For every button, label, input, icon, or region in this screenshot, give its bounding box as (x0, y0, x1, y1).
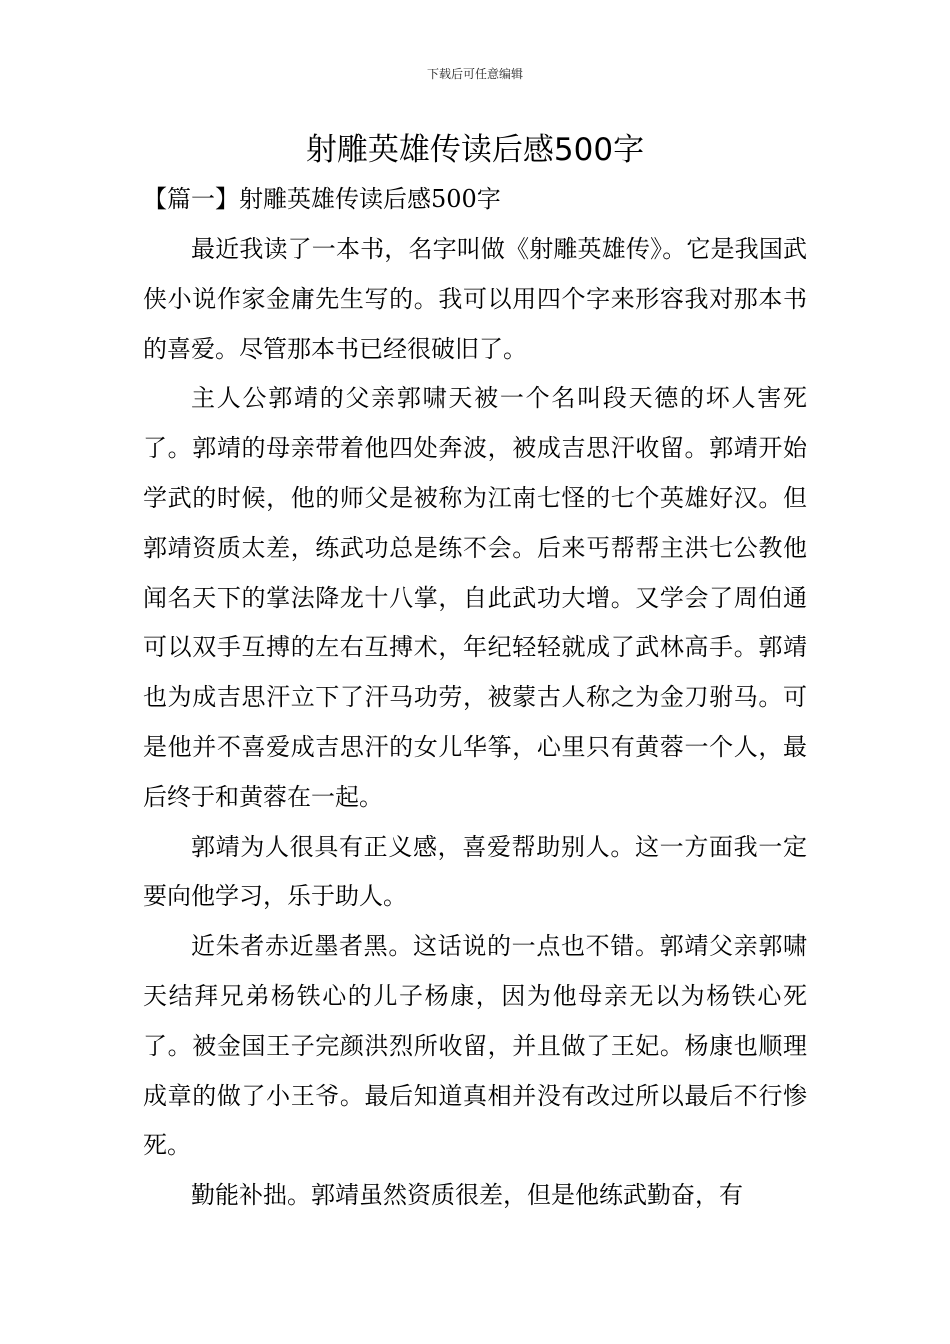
page-title: 射雕英雄传读后感500字 (305, 132, 645, 168)
paragraph: 郭靖为人很具有正义感，喜爱帮助别人。这一方面我一定要向他学习，乐于助人。 (143, 832, 807, 911)
header-note: 下载后可任意编辑 (426, 67, 523, 81)
paragraph: 最近我读了一本书，名字叫做《射雕英雄传》。它是我国武侠小说作家金庸先生写的。我可以用四个字来形容我对那本书的喜爱。尽管那本书已经很破旧了。 (143, 235, 807, 363)
paragraph: 勤能补拙。郭靖虽然资质很差，但是他练武勤奋，有 (191, 1181, 743, 1210)
paragraph: 近朱者赤近墨者黑。这话说的一点也不错。郭靖父亲郭啸天结拜兄弟杨铁心的儿子杨康，因为他母亲无以为杨铁心死了。被金国王子完颜洪烈所收留，并且做了王妃。杨康也顺理成章的做了小王爷。最后知道真相并没有改过所以最后不行惨死。 (143, 932, 807, 1160)
section-heading: 【篇一】射雕英雄传读后感500字 (143, 185, 501, 213)
paragraph: 主人公郭靖的父亲郭啸天被一个名叫段天德的坏人害死了。郭靖的母亲带着他四处奔波，被成吉思汗收留。郭靖开始学武的时候，他的师父是被称为江南七怪的七个英雄好汉。但郭靖资质太差，练武功总是练不会。后来丐帮帮主洪七公教他闻名天下的掌法降龙十八掌，自此武功大增。又学会了周伯通可以双手互搏的左右互搏术，年纪轻轻就成了武林高手。郭靖也为成吉思汗立下了汗马功劳，被蒙古人称之为金刀驸马。可是他并不喜爱成吉思汗的女儿华筝，心里只有黄蓉一个人，最后终于和黄蓉在一起。 (143, 384, 807, 811)
document-body (143, 225, 807, 1221)
